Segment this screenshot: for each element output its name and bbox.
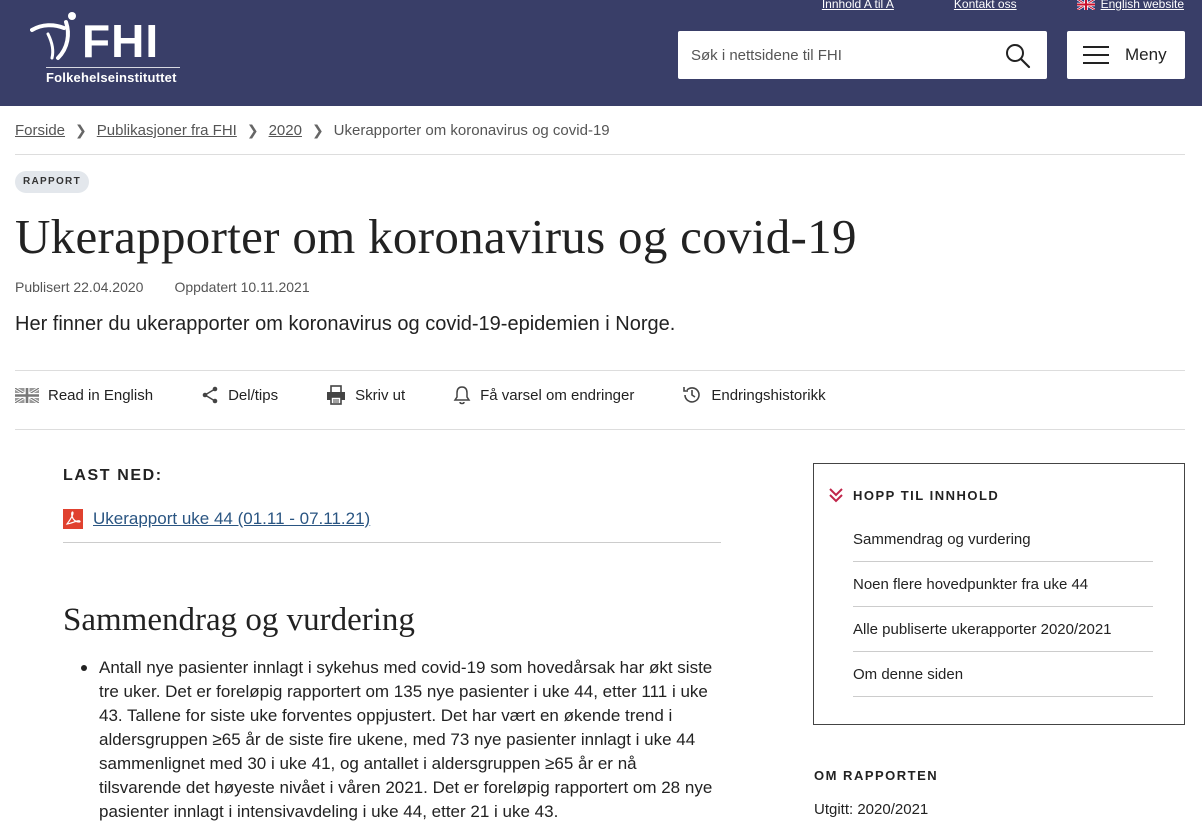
divider xyxy=(15,370,1185,371)
chevron-right-icon: ❯ xyxy=(246,122,259,138)
fhi-logo-mark-icon xyxy=(30,12,82,62)
breadcrumb xyxy=(15,122,610,139)
divider xyxy=(15,429,1185,430)
uk-flag-icon xyxy=(15,388,39,403)
about-report-title: OM RAPPORTEN xyxy=(814,768,939,783)
divider xyxy=(15,154,1185,155)
type-badge: RAPPORT xyxy=(15,171,89,193)
chevron-double-down-icon xyxy=(828,487,844,503)
logo-subtitle: Folkehelseinstituttet xyxy=(46,70,177,85)
share-icon xyxy=(201,386,219,404)
toc-title: HOPP TIL INNHOLD xyxy=(853,487,1000,503)
logo-text: FHI xyxy=(82,15,160,67)
search-icon[interactable] xyxy=(1005,43,1031,69)
pdf-icon xyxy=(63,509,83,529)
history-icon xyxy=(682,385,702,405)
logo-divider xyxy=(46,67,180,68)
updated-date: Oppdatert 10.11.2021 xyxy=(174,279,310,295)
summary-list xyxy=(80,656,720,824)
action-label: Endringshistorikk xyxy=(711,386,826,404)
chevron-right-icon: ❯ xyxy=(311,122,324,138)
published-date: Publisert 22.04.2020 xyxy=(15,279,144,295)
page-title: Ukerapporter om koronavirus og covid-19 xyxy=(15,209,857,264)
link-label: Innhold A til A xyxy=(821,0,894,11)
read-in-english-button[interactable] xyxy=(15,387,153,404)
search-box xyxy=(678,31,1047,79)
action-bar xyxy=(15,385,874,405)
hamburger-icon xyxy=(1083,46,1109,64)
divider xyxy=(63,542,721,543)
action-label: Skriv ut xyxy=(355,386,406,404)
section-heading: Sammendrag og vurdering xyxy=(63,602,415,638)
breadcrumb-publikasjoner[interactable]: Publikasjoner fra FHI xyxy=(96,122,237,139)
table-of-contents xyxy=(813,463,1185,725)
change-history-button[interactable] xyxy=(682,385,825,405)
toc-item-hovedpunkter[interactable]: Noen flere hovedpunkter fra uke 44 xyxy=(853,562,1153,607)
menu-button[interactable] xyxy=(1067,31,1185,79)
toc-item-sammendrag[interactable]: Sammendrag og vurdering xyxy=(853,517,1153,562)
link-english-website[interactable] xyxy=(1077,0,1184,11)
action-label: Del/tips xyxy=(228,386,279,404)
download-item xyxy=(63,509,370,529)
top-links xyxy=(822,0,1184,11)
site-header xyxy=(0,0,1202,106)
publish-dates xyxy=(15,279,310,295)
breadcrumb-forside[interactable]: Forside xyxy=(15,122,66,139)
link-kontakt-oss[interactable] xyxy=(954,0,1017,11)
print-button[interactable] xyxy=(326,385,405,405)
toc-item-alle-ukerapporter[interactable]: Alle publiserte ukerapporter 2020/2021 xyxy=(853,607,1153,652)
print-icon xyxy=(326,385,346,405)
chevron-right-icon: ❯ xyxy=(75,122,87,138)
notify-changes-button[interactable] xyxy=(453,385,634,405)
toc-item-om-denne-siden[interactable]: Om denne siden xyxy=(853,652,1153,697)
action-label: Få varsel om endringer xyxy=(480,386,635,404)
menu-label: Meny xyxy=(1125,45,1167,64)
action-label: Read in English xyxy=(48,386,154,404)
link-innhold-a-til-a[interactable] xyxy=(822,0,894,11)
about-report-value: Utgitt: 2020/2021 xyxy=(814,801,929,818)
toc-list xyxy=(853,517,1153,697)
uk-flag-icon xyxy=(1077,0,1095,10)
share-button[interactable] xyxy=(201,386,278,404)
lead-text: Her finner du ukerapporter om koronavirus og covid-19-epidemien i Norge. xyxy=(15,313,676,335)
breadcrumb-current: Ukerapporter om koronavirus og covid-19 xyxy=(333,122,610,139)
fhi-logo[interactable] xyxy=(30,12,190,88)
download-title: LAST NED: xyxy=(63,467,163,484)
bell-icon xyxy=(453,385,471,405)
list-item: Antall nye pasienter innlagt i sykehus med covid-19 som hovedårsak har økt siste tre uker. Det er foreløpig rapportert om 135 nye pasienter i uke 44, etter 111 i uke 43. Tallene for siste uke forventes oppjustert. Det har vært en økende trend i aldersgruppen ≥65 år de siste fire ukene, med 73 nye pasienter innlagt i uke 44 sammenlignet med 30 i uke 41, og antallet i aldersgruppen ≥65 år er nå tilsvarende det høyeste nivået i våren 2021. Det er foreløpig rapportert om 28 nye pasienter innlagt i intensivavdeling i uke 44, etter 21 i uke 43. xyxy=(80,656,720,824)
link-label: Kontakt oss xyxy=(953,0,1017,11)
search-input[interactable] xyxy=(691,47,991,64)
download-link[interactable]: Ukerapport uke 44 (01.11 - 07.11.21) xyxy=(93,509,371,528)
breadcrumb-2020[interactable]: 2020 xyxy=(268,122,302,139)
toc-heading xyxy=(828,487,999,503)
link-label: English website xyxy=(1100,0,1184,11)
